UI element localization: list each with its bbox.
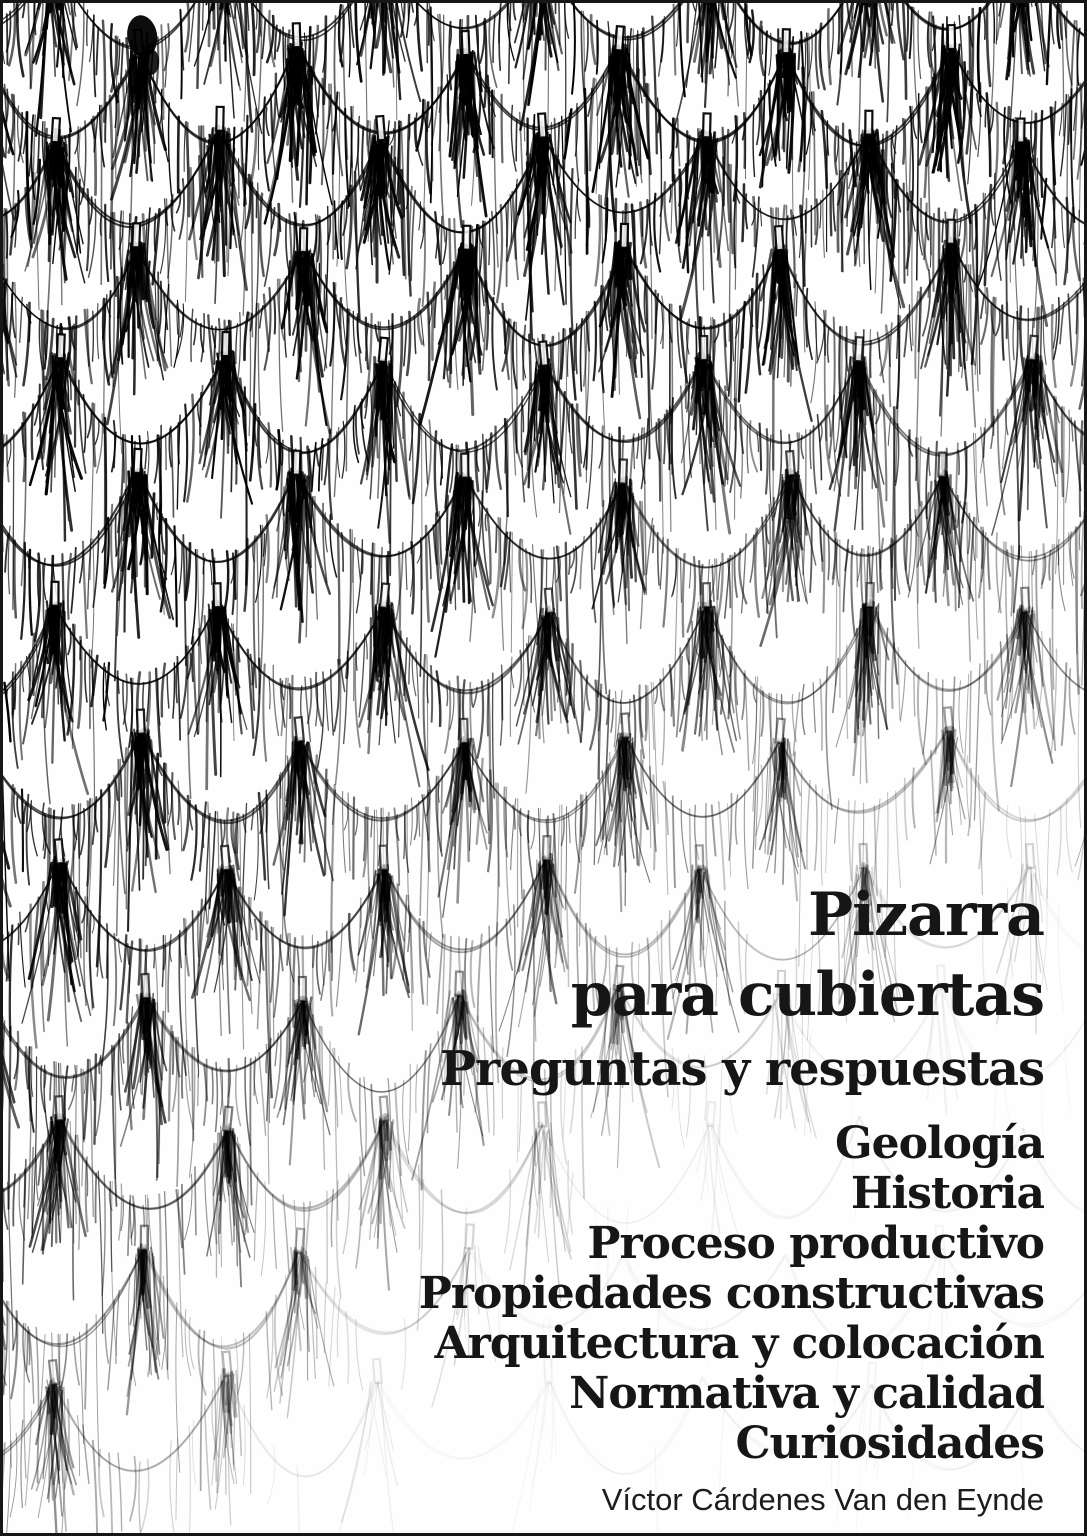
topic-normativa-calidad: Normativa y calidad bbox=[569, 1368, 1044, 1419]
cover-author: Víctor Cárdenes Van den Eynde bbox=[601, 1482, 1044, 1517]
cover-title-line2: para cubiertas bbox=[570, 960, 1044, 1030]
topic-propiedades-constructivas: Propiedades constructivas bbox=[418, 1268, 1044, 1319]
cover-subtitle: Preguntas y respuestas bbox=[439, 1041, 1044, 1097]
topic-geologia: Geología bbox=[835, 1118, 1044, 1169]
cover-text-block bbox=[419, 875, 1044, 1518]
topic-proceso-productivo: Proceso productivo bbox=[587, 1218, 1044, 1269]
cover-topics-list bbox=[419, 1119, 1044, 1469]
cover-title-line1: Pizarra bbox=[808, 880, 1044, 950]
topic-historia: Historia bbox=[850, 1168, 1044, 1219]
topic-curiosidades: Curiosidades bbox=[735, 1418, 1044, 1469]
topic-arquitectura-colocacion: Arquitectura y colocación bbox=[434, 1318, 1044, 1369]
